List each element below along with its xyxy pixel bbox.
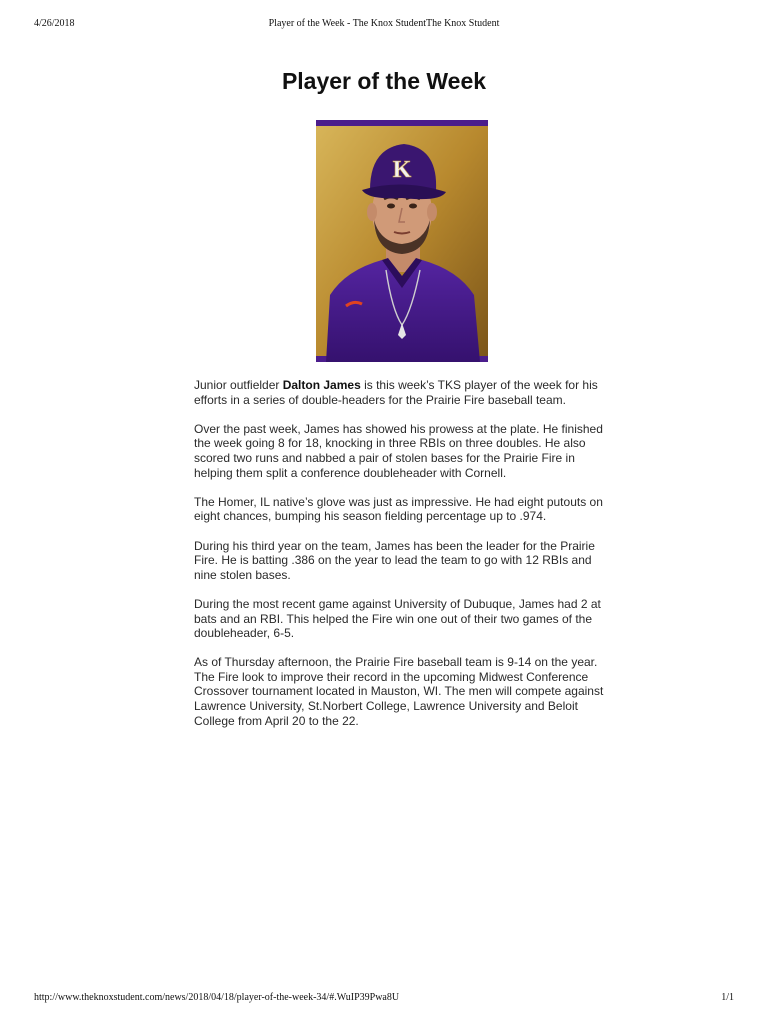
article-paragraph-4: During his third year on the team, James has been the leader for the Prairie Fire. He is batting .386 on the year to lead the team to go with 12 RBIs and nine stolen bases.: [194, 538, 595, 582]
player-name: Dalton James: [282, 378, 361, 392]
article-paragraph-1: Junior outfielder Dalton James is this week’s TKS player of the week for his efforts in a series of double-headers for the Prairie Fire baseball team.: [194, 378, 598, 407]
print-header: [34, 18, 734, 32]
print-date: 4/26/2018: [34, 18, 75, 29]
article-headline: Player of the Week: [281, 68, 487, 94]
article-paragraph-2: Over the past week, James has showed his prowess at the plate. He finished the week going 8 for 18, knocking in three RBIs on three doubles. He also scored two runs and nabbed a pair of stolen bases for the Prairie Fire in helping them split a conference doubleheader with Cornell.: [194, 421, 603, 480]
article-paragraph-6: As of Thursday afternoon, the Prairie Fire baseball team is 9-14 on the year. The Fire look to improve their record in the upcoming Midwest Conference Crossover tournament located in Mauston, WI. The men will compete against Lawrence University, St.Norbert College, Lawrence University and Beloit College from April 20 to the 22.: [194, 655, 604, 728]
cap-logo: K: [392, 157, 412, 183]
print-footer: [34, 992, 734, 1006]
article-body: [194, 378, 614, 743]
player-photo: [316, 120, 488, 362]
page-count: 1/1: [721, 992, 734, 1003]
article-paragraph-5: During the most recent game against University of Dubuque, James had 2 at bats and an RBI. This helped the Fire win one out of their two games of the doubleheader, 6-5.: [194, 596, 601, 641]
article-paragraph-3: The Homer, IL native’s glove was just as impressive. He had eight putouts on eight chances, bumping his season fielding percentage up to .974.: [194, 494, 603, 524]
player-portrait-illustration: [316, 120, 488, 362]
print-url: http://www.theknoxstudent.com/news/2018/04/18/player-of-the-week-34/#.WuIP39Pwa8U: [34, 992, 400, 1003]
print-page-title: Player of the Week - The Knox StudentThe Knox Student: [268, 18, 500, 29]
